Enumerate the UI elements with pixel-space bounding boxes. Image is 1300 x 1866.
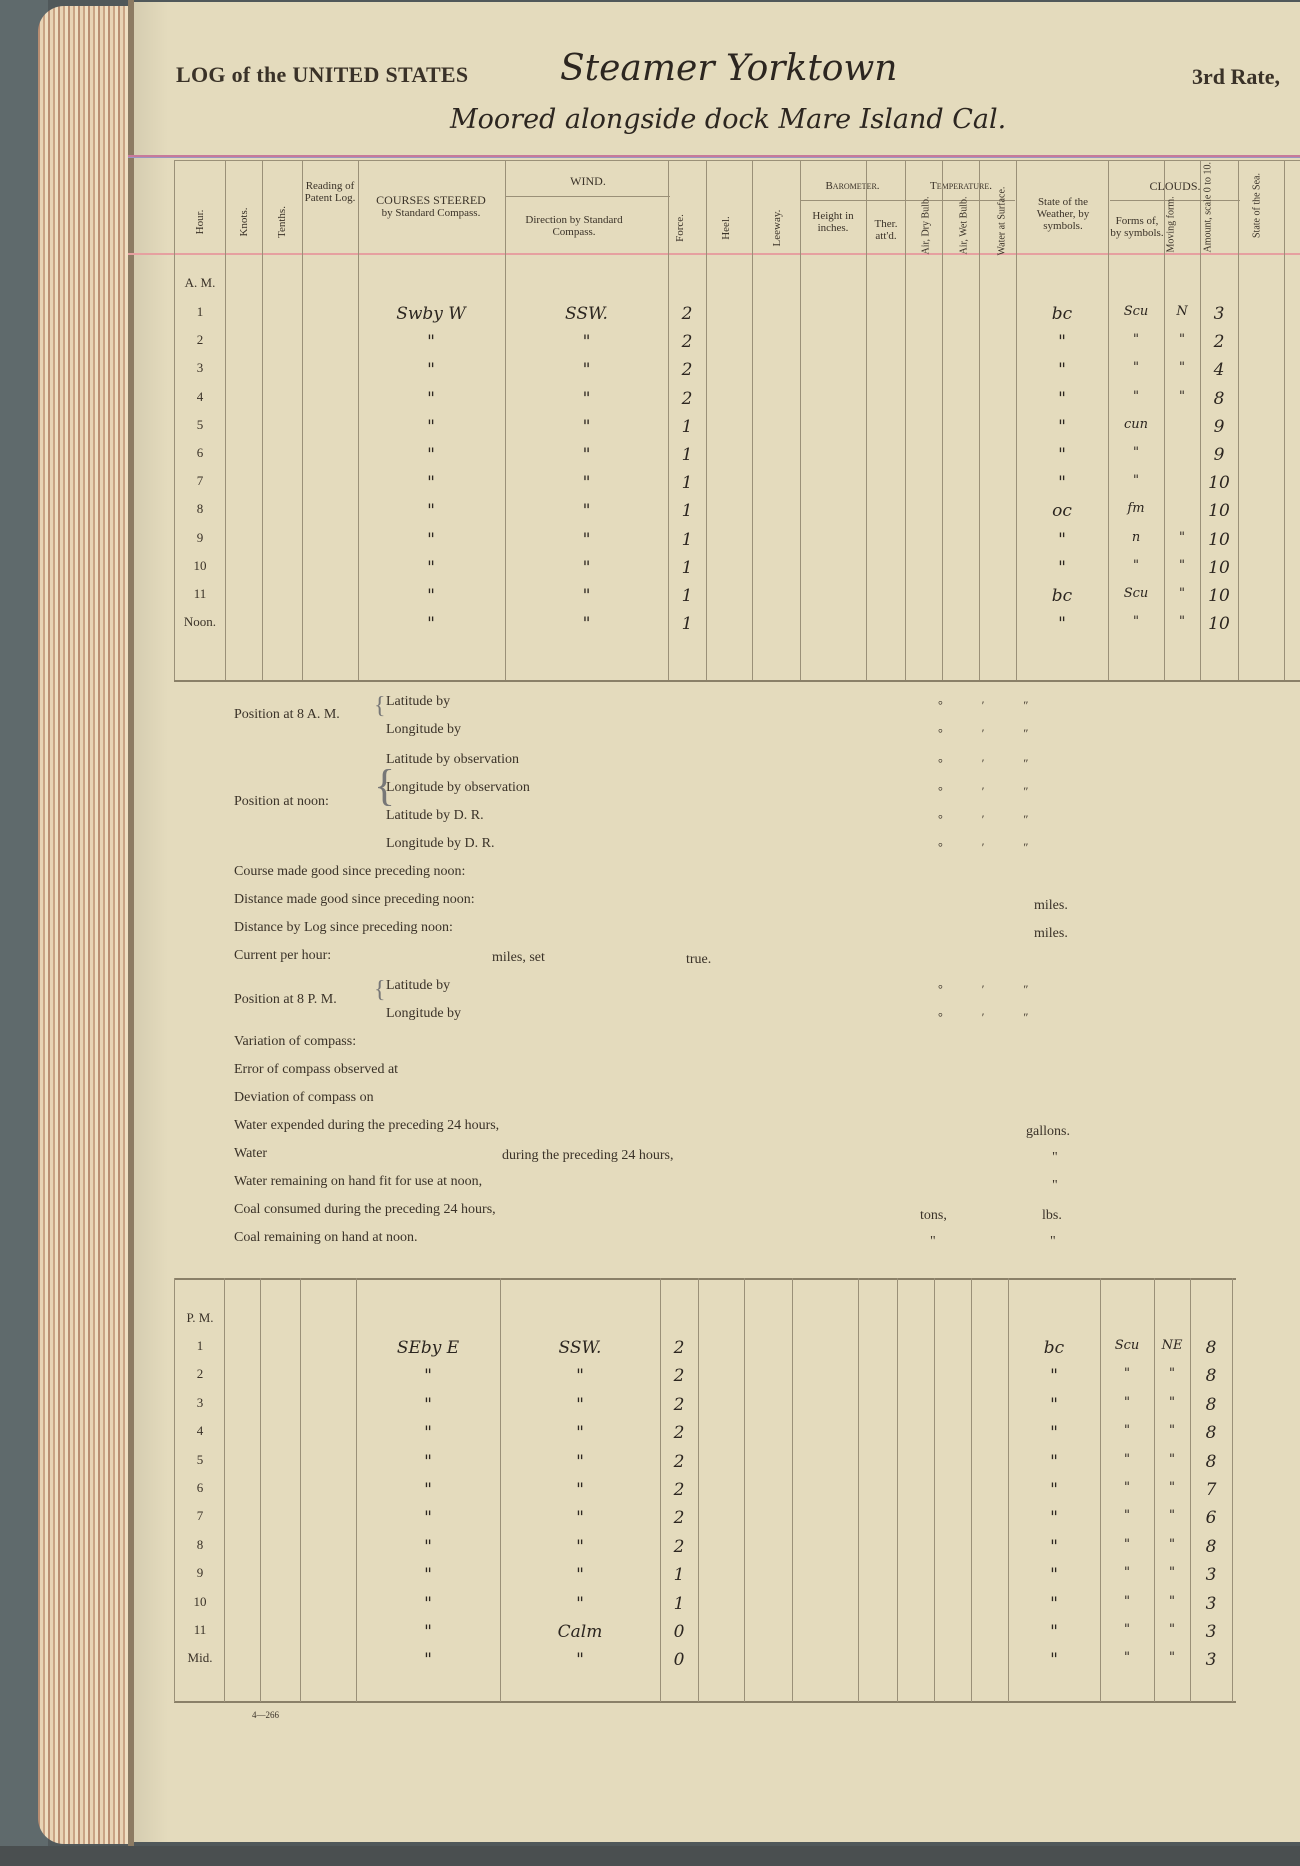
col-air-dry: Air, Dry Bulb. — [920, 196, 932, 255]
pm-cloud-form-cell: " — [1124, 1423, 1130, 1439]
am-hour-label: 7 — [196, 473, 204, 489]
pm-weather-cell: " — [1050, 1593, 1058, 1614]
am-cloud-amount-cell: 10 — [1208, 614, 1230, 635]
water-expended: Water expended during the preceding 24 hours, — [234, 1118, 500, 1133]
am-course-cell: " — [427, 586, 435, 606]
am-wind-cell: " — [582, 529, 591, 550]
pm-weather-cell: " — [1050, 1480, 1058, 1500]
am-wind-cell: " — [582, 332, 591, 353]
am-column-rule — [225, 160, 226, 680]
am-label: A. M. — [184, 275, 216, 290]
pm-column-rule — [300, 1278, 301, 1702]
pm-wind-cell: SSW. — [558, 1338, 602, 1358]
pos-8am-lat: Latitude by — [386, 694, 451, 709]
pm-cloud-moving-cell: " — [1169, 1508, 1175, 1524]
am-hour-label: 5 — [196, 416, 204, 432]
pm-cloud-form-cell: " — [1124, 1451, 1130, 1467]
am-force-cell: 2 — [681, 388, 693, 409]
am-cloud-form-cell: " — [1133, 445, 1139, 460]
am-wind-cell: " — [582, 557, 591, 578]
pm-cloud-moving-cell: " — [1169, 1536, 1175, 1552]
pm-force-cell: 1 — [673, 1565, 685, 1586]
col-sea: State of the Sea. — [1251, 173, 1263, 238]
distance-made-good: Distance made good since preceding noon: — [234, 892, 475, 907]
brace-noon: { — [374, 761, 396, 810]
am-weather-cell: " — [1058, 388, 1066, 409]
pm-cloud-form-cell: " — [1124, 1366, 1130, 1382]
pm-cloud-form-cell: " — [1124, 1480, 1130, 1495]
pos-8pm-long: Longitude by — [386, 1006, 462, 1021]
pm-course-cell: " — [424, 1366, 432, 1387]
pm-weather-cell: " — [1050, 1565, 1058, 1586]
pm-column-rule — [897, 1278, 898, 1702]
am-wind-cell: " — [582, 445, 591, 465]
am-hour-label: 1 — [196, 304, 204, 319]
am-hour-label: 4 — [196, 388, 204, 404]
am-force-cell: 1 — [681, 416, 693, 437]
am-cloud-moving-cell: " — [1179, 586, 1185, 601]
am-cloud-form-cell: n — [1131, 529, 1141, 545]
water-expended-unit: gallons. — [1026, 1124, 1070, 1139]
pm-course-cell: " — [424, 1423, 432, 1444]
pos-8pm-label: Position at 8 P. M. — [234, 992, 337, 1007]
am-cloud-moving-cell: " — [1179, 388, 1185, 404]
noon-lat-obs: Latitude by observation — [386, 752, 519, 767]
col-cloud-forms: Forms of, by symbols. — [1110, 215, 1164, 239]
pm-wind-cell: " — [576, 1536, 584, 1557]
deg-noon-long-dr: ° ′ ″ — [938, 840, 1047, 854]
coal-consumed-tons: tons, — [920, 1208, 947, 1223]
am-cloud-amount-cell: 10 — [1208, 473, 1230, 494]
col-amount: Amount, scale 0 to 10. — [1202, 161, 1214, 253]
col-patent-log: Reading of Patent Log. — [304, 180, 356, 204]
am-force-cell: 2 — [681, 360, 693, 381]
pm-cloud-form-cell: Scu — [1114, 1338, 1140, 1353]
am-cloud-amount-cell: 10 — [1208, 501, 1230, 522]
pm-cloud-amount-cell: 3 — [1205, 1650, 1217, 1671]
pm-course-cell: " — [424, 1622, 432, 1642]
pm-weather-cell: " — [1050, 1394, 1058, 1415]
am-column-rule — [1164, 160, 1165, 680]
am-weather-cell: " — [1058, 557, 1066, 578]
pos-8pm-lat: Latitude by — [386, 978, 451, 993]
water-rem-ditto: " — [1052, 1178, 1058, 1193]
pm-force-cell: 1 — [673, 1593, 685, 1614]
am-weather-cell: " — [1058, 445, 1066, 465]
pm-cloud-form-cell: " — [1124, 1565, 1130, 1581]
pm-course-cell: " — [424, 1451, 432, 1472]
am-column-rule — [1284, 160, 1285, 680]
deg-8am-lat: ° ′ ″ — [938, 698, 1047, 712]
col-wind: WIND. — [570, 174, 606, 188]
pm-column-rule — [971, 1278, 972, 1702]
am-force-cell: 1 — [681, 529, 693, 550]
am-cloud-amount-cell: 8 — [1213, 388, 1225, 409]
pm-force-cell: 2 — [673, 1451, 685, 1472]
am-cloud-form-cell: " — [1133, 388, 1139, 404]
brace-8pm: { — [374, 977, 386, 1003]
am-course-cell: " — [427, 416, 435, 437]
pm-hour-label: 10 — [193, 1593, 207, 1609]
pm-weather-cell: " — [1050, 1622, 1058, 1642]
pm-column-rule — [858, 1278, 859, 1702]
am-weather-cell: " — [1058, 332, 1066, 353]
pm-cloud-moving-cell: " — [1169, 1451, 1175, 1467]
am-course-cell: " — [427, 360, 435, 381]
am-cloud-form-cell: Scu — [1123, 586, 1149, 601]
pm-cloud-form-cell: " — [1124, 1622, 1130, 1637]
am-course-cell: " — [427, 614, 435, 635]
am-cloud-form-cell: " — [1133, 473, 1139, 489]
col-air-wet: Air, Wet Bulb. — [958, 196, 970, 255]
pm-force-cell: 2 — [673, 1394, 685, 1415]
pm-table-bottom — [174, 1701, 1236, 1703]
am-weather-cell: " — [1058, 360, 1066, 381]
pm-column-rule — [260, 1278, 261, 1702]
am-cloud-amount-cell: 2 — [1213, 332, 1225, 353]
pm-cloud-form-cell: " — [1124, 1508, 1130, 1524]
am-cloud-amount-cell: 10 — [1208, 557, 1230, 578]
pm-wind-cell: " — [576, 1394, 584, 1415]
am-cloud-form-cell: fm — [1127, 501, 1145, 517]
page-gutter — [128, 0, 134, 1850]
pm-cloud-moving-cell: " — [1169, 1480, 1175, 1495]
am-weather-cell: " — [1058, 529, 1066, 550]
pm-course-cell: SEby E — [396, 1338, 460, 1358]
pm-cloud-amount-cell: 3 — [1205, 1622, 1217, 1642]
am-hour-label: 3 — [196, 360, 204, 376]
pm-course-cell: " — [424, 1536, 432, 1557]
pm-label: P. M. — [186, 1310, 214, 1325]
am-cloud-form-cell: " — [1133, 557, 1139, 573]
am-wind-cell: " — [582, 586, 591, 606]
am-cloud-form-cell: cun — [1123, 416, 1149, 432]
am-cloud-form-cell: " — [1133, 614, 1139, 630]
pm-course-cell: " — [424, 1394, 432, 1415]
distance-log-unit: miles. — [1034, 926, 1068, 941]
pm-course-cell: " — [424, 1508, 432, 1529]
log-title: LOG of the UNITED STATES — [176, 62, 469, 87]
pm-column-rule — [698, 1278, 699, 1702]
pm-weather-cell: " — [1050, 1366, 1058, 1387]
brace-8am: { — [374, 693, 386, 719]
pm-force-cell: 0 — [673, 1622, 685, 1642]
col-baro-ther: Ther. att'd. — [874, 218, 898, 242]
pos-8am-label: Position at 8 A. M. — [234, 707, 340, 722]
am-column-rule — [752, 160, 753, 680]
am-cloud-amount-cell: 10 — [1208, 529, 1230, 550]
pm-cloud-form-cell: " — [1124, 1394, 1130, 1410]
am-column-rule — [262, 160, 263, 680]
am-course-cell: " — [427, 529, 435, 550]
col-wind-direction: Direction by Standard Compass. — [525, 214, 623, 238]
deg-noon-lat-dr: ° ′ ″ — [938, 812, 1047, 826]
pm-cloud-amount-cell: 8 — [1205, 1338, 1217, 1358]
pm-cloud-amount-cell: 8 — [1205, 1394, 1217, 1415]
vessel-location: Moored alongside dock Mare Island Cal. — [450, 104, 1007, 135]
am-force-cell: 1 — [681, 586, 693, 606]
am-column-rule — [866, 160, 867, 680]
pos-8am-long: Longitude by — [386, 722, 462, 737]
am-cloud-form-cell: Scu — [1123, 304, 1149, 319]
pm-cloud-amount-cell: 7 — [1205, 1480, 1217, 1500]
am-weather-cell: " — [1058, 473, 1066, 494]
pm-cloud-moving-cell: NE — [1161, 1338, 1183, 1353]
pm-wind-cell: Calm — [557, 1622, 603, 1642]
am-hour-label: Noon. — [183, 614, 217, 630]
am-force-cell: 1 — [681, 614, 693, 635]
pm-cloud-amount-cell: 8 — [1205, 1536, 1217, 1557]
am-wind-cell: " — [582, 473, 591, 494]
col-knots: Knots. — [238, 207, 250, 237]
am-column-rule — [979, 160, 980, 680]
pm-column-rule — [744, 1278, 745, 1702]
pm-cloud-moving-cell: " — [1169, 1650, 1175, 1666]
am-cloud-moving-cell: " — [1179, 332, 1185, 348]
col-temperature: Temperature. — [930, 180, 992, 192]
pm-cloud-moving-cell: " — [1169, 1565, 1175, 1581]
pm-hour-label: 2 — [196, 1366, 204, 1382]
am-weather-cell: bc — [1051, 304, 1073, 324]
coal-consumed: Coal consumed during the preceding 24 hours, — [234, 1202, 496, 1217]
noon-long-obs: Longitude by observation — [386, 780, 530, 795]
pm-wind-cell: " — [576, 1508, 584, 1529]
pm-course-cell: " — [424, 1480, 432, 1500]
baro-subrule — [800, 200, 1015, 201]
pm-force-cell: 2 — [673, 1423, 685, 1444]
pos-noon-label: Position at noon: — [234, 794, 329, 809]
am-weather-cell: " — [1058, 614, 1066, 635]
pm-hour-label: 9 — [196, 1565, 204, 1581]
pm-course-cell: " — [424, 1650, 432, 1671]
pm-cloud-amount-cell: 8 — [1205, 1451, 1217, 1472]
am-force-cell: 1 — [681, 501, 693, 522]
distance-by-log: Distance by Log since preceding noon: — [234, 920, 453, 935]
pm-hour-label: 6 — [196, 1480, 204, 1495]
am-course-cell: " — [427, 388, 435, 409]
pm-column-rule — [792, 1278, 793, 1702]
am-cloud-moving-cell: " — [1179, 557, 1185, 573]
am-wind-cell: " — [582, 416, 591, 437]
pm-wind-cell: " — [576, 1451, 584, 1472]
am-cloud-amount-cell: 4 — [1213, 360, 1225, 381]
variation-of-compass: Variation of compass: — [234, 1034, 357, 1049]
pm-cloud-moving-cell: " — [1169, 1366, 1175, 1382]
noon-lat-dr: Latitude by D. R. — [386, 808, 484, 823]
am-column-rule — [302, 160, 303, 680]
pm-force-cell: 0 — [673, 1650, 685, 1671]
col-heel: Heel. — [720, 216, 732, 240]
pm-hour-label: 5 — [196, 1451, 204, 1467]
pm-cloud-form-cell: " — [1124, 1536, 1130, 1552]
am-course-cell: " — [427, 501, 435, 522]
am-hour-label: 8 — [196, 501, 204, 517]
pm-force-cell: 2 — [673, 1536, 685, 1557]
pm-cloud-moving-cell: " — [1169, 1423, 1175, 1439]
am-course-cell: " — [427, 557, 435, 578]
deg-8am-long: ° ′ ″ — [938, 726, 1047, 740]
pm-hour-label: 3 — [196, 1394, 204, 1410]
am-wind-cell: " — [582, 614, 591, 635]
vessel-name: Steamer Yorktown — [560, 48, 898, 89]
col-water-surface: Water at Surface. — [996, 186, 1008, 256]
am-hour-label: 11 — [193, 586, 207, 601]
coal-rem-tons-ditto: " — [930, 1234, 936, 1249]
am-column-rule — [1238, 160, 1239, 680]
pm-weather-cell: " — [1050, 1451, 1058, 1472]
pm-course-cell: " — [424, 1565, 432, 1586]
am-wind-cell: " — [582, 360, 591, 381]
am-course-cell: Swby W — [396, 304, 466, 324]
top-rule-blue — [128, 157, 1300, 158]
pm-cloud-amount-cell: 8 — [1205, 1423, 1217, 1444]
am-force-cell: 1 — [681, 473, 693, 494]
deg-noon-long-obs: ° ′ ″ — [938, 784, 1047, 798]
pm-force-cell: 2 — [673, 1508, 685, 1529]
col-tenths: Tenths. — [276, 206, 288, 238]
pm-cloud-amount-cell: 3 — [1205, 1593, 1217, 1614]
current-per-hour: Current per hour: — [234, 948, 332, 963]
am-table-bottom — [174, 680, 1300, 682]
header-rule-red — [128, 253, 1300, 255]
col-barometer: Barometer. — [825, 180, 880, 192]
pm-hour-label: 11 — [193, 1622, 207, 1637]
am-wind-cell: " — [582, 388, 591, 409]
col-clouds: CLOUDS. — [1149, 179, 1201, 193]
am-cloud-form-cell: " — [1133, 360, 1139, 376]
pm-wind-cell: " — [576, 1593, 584, 1614]
am-table-top — [174, 160, 1300, 161]
deg-8pm-long: ° ′ ″ — [938, 1010, 1047, 1024]
am-hour-label: 6 — [196, 445, 204, 460]
pm-hour-label: 1 — [196, 1338, 204, 1353]
pm-hour-label: 8 — [196, 1536, 204, 1552]
pm-cloud-form-cell: " — [1124, 1593, 1130, 1609]
water-remaining: Water remaining on hand fit for use at noon, — [234, 1174, 483, 1189]
pm-column-rule — [1232, 1278, 1233, 1702]
water-ditto: " — [1052, 1150, 1058, 1165]
pm-wind-cell: " — [576, 1480, 584, 1500]
am-column-rule — [800, 160, 801, 680]
pm-hour-label: Mid. — [187, 1650, 213, 1666]
am-course-cell: " — [427, 473, 435, 494]
am-cloud-amount-cell: 3 — [1213, 304, 1225, 324]
pm-force-cell: 2 — [673, 1338, 685, 1358]
am-cloud-form-cell: " — [1133, 332, 1139, 348]
wind-subrule — [506, 196, 670, 197]
col-courses-title: COURSES STEERED — [376, 193, 486, 207]
page-stack-edge — [38, 6, 128, 1844]
am-course-cell: " — [427, 445, 435, 465]
pm-weather-cell: " — [1050, 1423, 1058, 1444]
noon-long-dr: Longitude by D. R. — [386, 836, 495, 851]
deviation-of-compass: Deviation of compass on — [234, 1090, 374, 1105]
am-wind-cell: " — [582, 501, 591, 522]
am-cloud-amount-cell: 9 — [1213, 445, 1225, 465]
am-cloud-moving-cell: " — [1179, 360, 1185, 376]
am-hour-label: 9 — [196, 529, 204, 545]
pm-weather-cell: bc — [1043, 1338, 1065, 1358]
pm-table-top — [174, 1278, 1236, 1280]
am-cloud-moving-cell: " — [1179, 529, 1185, 545]
current-true: true. — [686, 952, 712, 967]
am-column-rule — [706, 160, 707, 680]
col-hour: Hour. — [194, 209, 206, 235]
pm-course-cell: " — [424, 1593, 432, 1614]
am-force-cell: 2 — [681, 304, 693, 324]
pm-force-cell: 2 — [673, 1480, 685, 1500]
current-miles-set: miles, set — [492, 950, 545, 965]
am-weather-cell: oc — [1052, 501, 1072, 522]
col-moving: Moving form. — [1165, 196, 1177, 253]
pm-cloud-amount-cell: 8 — [1205, 1366, 1217, 1387]
pm-cloud-form-cell: " — [1124, 1650, 1130, 1666]
am-column-rule — [942, 160, 943, 680]
am-cloud-amount-cell: 10 — [1208, 586, 1230, 606]
am-hour-label: 2 — [196, 332, 204, 348]
vessel-rate: 3rd Rate, — [1192, 64, 1280, 89]
am-cloud-moving-cell: " — [1179, 614, 1185, 630]
pm-force-cell: 2 — [673, 1366, 685, 1387]
background-bottom — [0, 1846, 1300, 1866]
col-weather: State of the Weather, by symbols. — [1036, 196, 1090, 232]
deg-8pm-lat: ° ′ ″ — [938, 982, 1047, 996]
pm-hour-label: 7 — [196, 1508, 204, 1524]
am-cloud-moving-cell: N — [1176, 304, 1188, 319]
am-wind-cell: SSW. — [565, 304, 608, 324]
am-force-cell: 2 — [681, 332, 693, 353]
am-cloud-amount-cell: 9 — [1213, 416, 1225, 437]
coal-remaining: Coal remaining on hand at noon. — [234, 1230, 418, 1245]
col-force: Force. — [674, 214, 686, 242]
pm-weather-cell: " — [1050, 1508, 1058, 1529]
course-made-good: Course made good since preceding noon: — [234, 864, 466, 879]
am-course-cell: " — [427, 332, 435, 353]
am-weather-cell: bc — [1051, 586, 1073, 606]
pm-wind-cell: " — [576, 1423, 584, 1444]
water-label: Water — [234, 1146, 268, 1161]
pm-weather-cell: " — [1050, 1536, 1058, 1557]
am-force-cell: 1 — [681, 557, 693, 578]
am-force-cell: 1 — [681, 445, 693, 465]
form-number: 4—266 — [252, 1710, 279, 1720]
am-column-rule — [905, 160, 906, 680]
error-of-compass: Error of compass observed at — [234, 1062, 399, 1077]
col-baro-height: Height in inches. — [812, 210, 854, 234]
pm-column-rule — [934, 1278, 935, 1702]
coal-rem-lbs-ditto: " — [1050, 1234, 1056, 1249]
col-courses-sub: by Standard Compass. — [381, 207, 481, 219]
distance-good-unit: miles. — [1034, 898, 1068, 913]
am-hour-label: 10 — [193, 557, 207, 573]
water-during: during the preceding 24 hours, — [502, 1148, 674, 1163]
pm-cloud-amount-cell: 6 — [1205, 1508, 1217, 1529]
col-leeway: Leeway. — [771, 209, 783, 247]
pm-hour-label: 4 — [196, 1423, 204, 1439]
pm-wind-cell: " — [576, 1366, 584, 1387]
pm-cloud-amount-cell: 3 — [1205, 1565, 1217, 1586]
pm-cloud-moving-cell: " — [1169, 1622, 1175, 1637]
pm-weather-cell: " — [1050, 1650, 1058, 1671]
pm-cloud-moving-cell: " — [1169, 1593, 1175, 1609]
deg-noon-lat-obs: ° ′ ″ — [938, 756, 1047, 770]
coal-consumed-lbs: lbs. — [1042, 1208, 1062, 1223]
pm-wind-cell: " — [576, 1565, 584, 1586]
am-weather-cell: " — [1058, 416, 1066, 437]
pm-wind-cell: " — [576, 1650, 584, 1671]
pm-cloud-moving-cell: " — [1169, 1394, 1175, 1410]
